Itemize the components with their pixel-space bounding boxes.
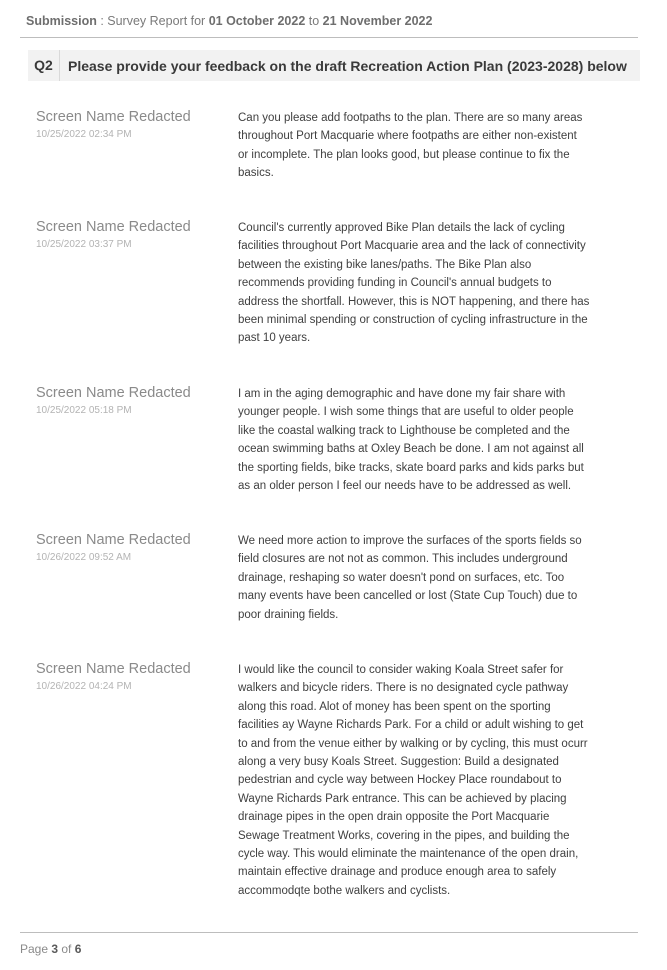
respondent-name: Screen Name Redacted (36, 532, 191, 548)
page-word: Page (20, 942, 52, 956)
report-text: Survey Report for (107, 14, 209, 28)
response-text: Council's currently approved Bike Plan details the lack of cycling facilities throughout Port Macquarie area and the lack of connectivity between the existing bike lanes/paths. The Bike Plan also recommends providing funding in Council's annual budgets to address the shortfall. However, this is NOT happening, and there has been minimal spending or construction of cycling infrastructure in the past 10 years. (238, 222, 590, 345)
bottom-divider (20, 932, 638, 933)
response-text: I am in the aging demographic and have done my fair share with younger people. I wish some things that are useful to older people like the coastal walking track to Lighthouse be completed and the ocean swimming baths at Oxley Beach be done. I am not against all the sporting fields, bike tracks, skate board parks and kids parks but as an older person I feel our needs have to be addressed as well. (238, 388, 584, 493)
of-word: of (58, 942, 75, 956)
response-timestamp: 10/25/2022 03:37 PM (36, 239, 132, 250)
response-timestamp: 10/26/2022 09:52 AM (36, 552, 132, 563)
question-bar (28, 50, 640, 81)
page-footer (20, 942, 81, 956)
response-timestamp: 10/25/2022 02:34 PM (36, 129, 132, 140)
report-header (26, 14, 432, 28)
response-text: I would like the council to consider waking Koala Street safer for walkers and bicycle riders. There is no designated cycle pathway along this road. Alot of money has been spent on the sporting facilities ay Wayne Richards Park. For a child or adult wishing to get to and from the venue either by walking or by cycling, this must ocurr along a very busy Koals Street. Suggestion: Build a designated pedestrian and cycle way between Hockey Place roundabout to Wayne Richards Park entrance. This can be achieved by placing drainage pipes in the open drain opposite the Port Macquarie Sewage Treatment Works, covering in the pipes, and building the cycle way. This would eliminate the maintenance of the open drain, maintain effective drainage and produce enough area to safely accommodqte bothe walkers and cyclists. (238, 664, 588, 897)
respondent-name: Screen Name Redacted (36, 385, 191, 401)
to-word: to (305, 14, 323, 28)
response-text: We need more action to improve the surfaces of the sports fields so field closures are not not as common. This includes underground drainage, reshaping so water doesn't pond on surfaces, etc. Too many events have been cancelled or lost (State Cup Touch) due to poor draining fields. (238, 535, 582, 621)
respondent-name: Screen Name Redacted (36, 661, 191, 677)
response-text: Can you please add footpaths to the plan. There are so many areas throughout Port Macquarie where footpaths are either non-existent or incomplete. The plan looks good, but please continue to fix the basics. (238, 112, 583, 180)
start-date: 01 October 2022 (208, 14, 306, 28)
header-separator: : (96, 14, 108, 28)
current-page: 3 (51, 942, 59, 956)
top-divider (20, 37, 638, 38)
end-date: 21 November 2022 (322, 14, 433, 28)
response-timestamp: 10/25/2022 05:18 PM (36, 405, 132, 416)
question-number: Q2 (28, 50, 60, 81)
total-pages: 6 (74, 942, 82, 956)
submission-label: Submission (26, 14, 97, 28)
question-text: Please provide your feedback on the draft Recreation Action Plan (2023-2028) below (68, 57, 627, 74)
response-timestamp: 10/26/2022 04:24 PM (36, 681, 132, 692)
respondent-name: Screen Name Redacted (36, 219, 191, 235)
respondent-name: Screen Name Redacted (36, 109, 191, 125)
